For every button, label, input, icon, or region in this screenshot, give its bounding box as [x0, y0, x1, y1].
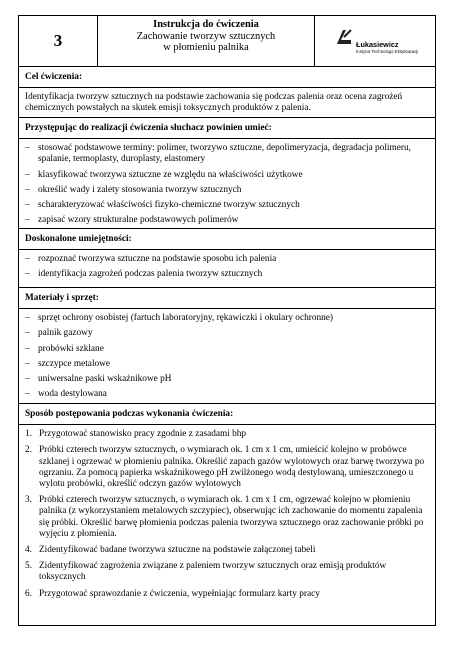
list-item: – rozpoznać tworzywa sztuczne na podstawie sposobu ich palenia — [25, 254, 427, 265]
divider — [19, 138, 435, 139]
divider — [19, 424, 435, 425]
step-item — [25, 545, 427, 556]
step-item — [25, 561, 427, 583]
list-item: – określić wady i zalety stosowania tworzyw sztucznych — [25, 185, 427, 196]
step-item — [25, 495, 427, 540]
lukasiewicz-logo-icon — [335, 28, 353, 46]
list-item: – identyfikacja zagrożeń podczas palenia tworzyw sztucznych — [25, 269, 427, 280]
header-subtitle-2: w płomieniu palnika — [163, 42, 249, 53]
step-text: Przygotować stanowisko pracy zgodnie z zasadami bhp — [39, 429, 247, 440]
section-title: Cel ćwiczenia: — [25, 72, 83, 82]
exercise-number: 3 — [19, 16, 98, 66]
cel-text: Identyfikacja tworzyw sztucznych na podstawie zachowania się podczas palenia oraz ocena zagrożeń chemicznych powstałych na skutek emisji toksycznych produktów z palenia. — [25, 92, 403, 114]
header — [19, 16, 435, 67]
list-item: – szczypce metalowe — [25, 359, 427, 370]
step-number: 3. — [25, 495, 32, 506]
list-item: – woda destylowana — [25, 389, 427, 400]
list-item: – scharakteryzować właściwości fizyko-chemiczne tworzyw sztucznych — [25, 200, 427, 211]
step-number: 6. — [25, 588, 32, 599]
list-item: – uniwersalne paski wskaźnikowe pH — [25, 374, 427, 385]
skills-list — [25, 143, 427, 226]
section-sposob — [19, 404, 435, 626]
step-text: Zidentyfikować zagrożenia związane z paleniem tworzyw sztucznych oraz emisją produktów toksycznych — [39, 561, 387, 583]
step-number: 1. — [25, 429, 32, 440]
materials-list — [25, 313, 427, 400]
header-title-block — [98, 16, 315, 66]
list-item: – sprzęt ochrony osobistej (fartuch laboratoryjny, rękawiczki i okulary ochronne) — [25, 313, 427, 324]
instruction-sheet — [18, 15, 436, 626]
step-number: 2. — [25, 445, 32, 456]
header-title: Instrukcja do ćwiczenia — [153, 19, 259, 30]
list-item: – palnik gazowy — [25, 328, 427, 339]
step-number: 4. — [25, 545, 32, 556]
list-item: – stosować podstawowe terminy: polimer, tworzywo sztuczne, depolimeryzacja, degradacja polimeru, spalanie, termoplasty, duroplasty, elastomery — [25, 143, 427, 165]
section-title: Doskonalone umiejętności: — [25, 234, 132, 244]
list-item: – probówki szklane — [25, 344, 427, 355]
section-title: Materiały i sprzęt: — [25, 293, 99, 303]
improved-skills-list — [25, 254, 427, 280]
logo-subtitle: Instytut Technologii Eksploatacji — [356, 49, 419, 54]
divider — [19, 308, 435, 309]
list-item: – zapisać wzory strukturalne podstawowych polimerów — [25, 215, 427, 226]
section-title: Sposób postępowania podczas wykonania ćwiczenia: — [25, 409, 234, 419]
step-item — [25, 445, 427, 490]
step-text: Próbki czterech tworzyw sztucznych, o wymiarach ok. 1 cm x 1 cm, ogrzewać kolejno w płomieniu palnika (z wykorzystaniem metalowych szczypiec), obserwując ich zachowanie do momentu zapalenia się próbki. Określić barwę płomienia podczas palenia tworzywa sztucznego oraz zachowanie próbki po wyjęciu z płomienia. — [39, 495, 424, 539]
section-cel — [19, 67, 435, 118]
step-text: Próbki czterech tworzyw sztucznych, o wymiarach ok. 1 cm x 1 cm, umieścić kolejno w probówce szklanej i ogrzewać w płomieniu palnika. Określić zapach gazów wylotowych oraz barwę tworzywa po ogrzaniu. Za pomocą papierka wskaźnikowego pH zwilżonego wodą destylowaną, umieszczonego u wylotu probówki, określić odczyn gazów wylotowych — [39, 445, 425, 490]
header-subtitle-1: Zachowanie tworzyw sztucznych — [136, 31, 276, 42]
section-title: Przystępując do realizacji ćwiczenia słuchacz powinien umieć: — [25, 123, 272, 133]
divider — [19, 87, 435, 88]
step-text: Zidentyfikować badane tworzywa sztuczne na podstawie załączonej tabeli — [39, 545, 316, 556]
logo — [315, 16, 435, 66]
section-materialy — [19, 288, 435, 404]
step-item — [25, 429, 427, 440]
logo-name: Łukasiewicz — [356, 40, 399, 49]
step-text: Przygotować sprawozdanie z ćwiczenia, wypełniając formularz karty pracy — [39, 588, 320, 599]
divider — [19, 249, 435, 250]
procedure-steps — [25, 429, 427, 600]
step-number: 5. — [25, 561, 32, 572]
step-item — [25, 589, 427, 600]
section-umiejetnosci — [19, 118, 435, 229]
list-item: – klasyfikować tworzywa sztuczne ze względu na właściwości użytkowe — [25, 170, 427, 181]
section-doskonalone — [19, 229, 435, 288]
